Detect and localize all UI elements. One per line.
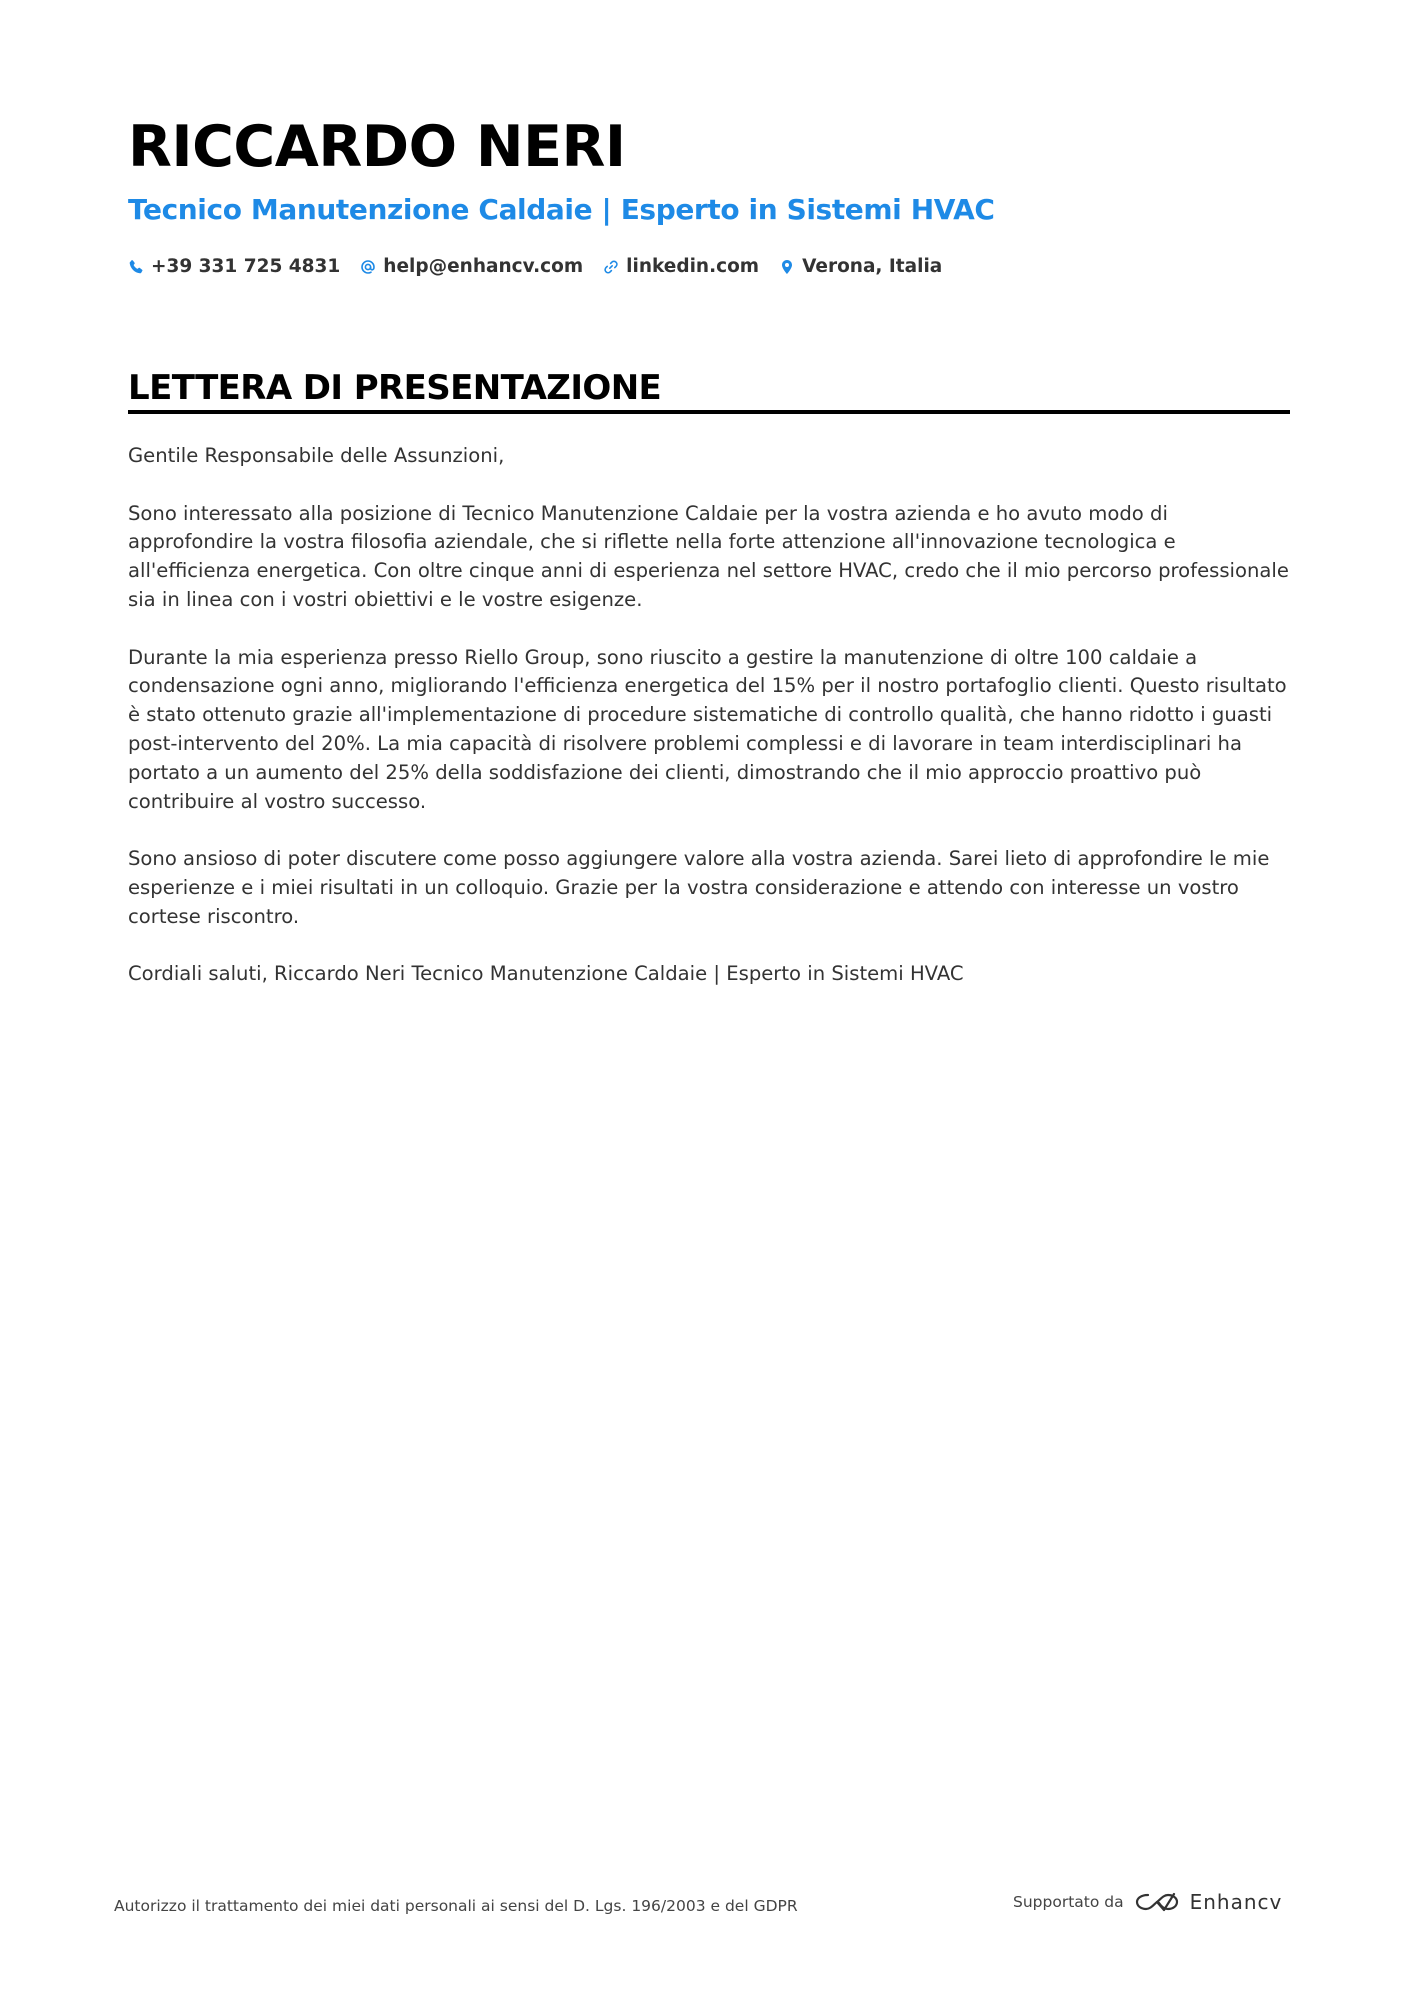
phone-icon — [128, 259, 144, 275]
powered-by[interactable] — [1013, 1890, 1282, 1914]
letter-paragraph-intro: Sono interessato alla posizione di Tecnico Manutenzione Caldaie per la vostra azienda e ho avuto modo di approfondire la vostra filosofia aziendale, che si riflette nella forte attenzione all'innovazione tecnologica e all'efficienza energetica. Con oltre cinque anni di esperienza nel settore HVAC, credo che il mio percorso professionale sia in linea con i vostri obiettivi e le vostre esigenze. — [128, 501, 1289, 611]
contact-phone-text: +39 331 725 4831 — [151, 256, 341, 277]
contact-linkedin-text: linkedin.com — [626, 256, 760, 277]
enhancv-logo-icon — [1134, 1890, 1180, 1914]
letter-signature: Cordiali saluti, Riccardo Neri Tecnico Manutenzione Caldaie | Esperto in Sistemi HVAC — [128, 962, 964, 986]
contact-email[interactable] — [360, 254, 583, 280]
candidate-name: RICCARDO NERI — [128, 114, 626, 180]
enhancv-brand: Enhancv — [1189, 1890, 1283, 1914]
privacy-disclaimer: Autorizzo il trattamento dei miei dati personali ai sensi del D. Lgs. 196/2003 e del GDPR — [114, 1897, 798, 1915]
contact-location — [779, 254, 942, 280]
contact-phone[interactable] — [128, 254, 340, 280]
contact-location-text: Verona, Italia — [802, 256, 943, 277]
section-title: LETTERA DI PRESENTAZIONE — [128, 368, 662, 408]
link-icon — [603, 259, 619, 275]
letter-body — [128, 442, 1290, 1018]
candidate-title: Tecnico Manutenzione Caldaie | Esperto in Sistemi HVAC — [128, 193, 995, 226]
section-divider — [128, 410, 1290, 414]
location-pin-icon — [779, 259, 795, 275]
supported-by-label: Supportato da — [1013, 1893, 1124, 1911]
contact-email-text: help@enhancv.com — [383, 256, 584, 277]
contact-bar — [128, 254, 962, 280]
letter-paragraph-experience: Durante la mia esperienza presso Riello Group, sono riuscito a gestire la manutenzione di oltre 100 caldaie a condensazione ogni anno, migliorando l'efficienza energetica del 15% per il nostro portafoglio clienti. Questo risultato è stato ottenuto grazie all'implementazione di procedure sistematiche di controllo qualità, che hanno ridotto i guasti post-intervento del 20%. La mia capacità di risolvere problemi complessi e di lavorare in team interdisciplinari ha portato a un aumento del 25% della soddisfazione dei clienti, dimostrando che il mio approccio proattivo può contribuire al vostro successo. — [128, 645, 1287, 813]
contact-linkedin[interactable] — [603, 254, 759, 280]
at-icon — [360, 259, 376, 275]
letter-salutation: Gentile Responsabile delle Assunzioni, — [128, 444, 505, 467]
letter-paragraph-closing: Sono ansioso di poter discutere come posso aggiungere valore alla vostra azienda. Sarei lieto di approfondire le mie esperienze e i miei risultati in un colloquio. Grazie per la vostra considerazione e attendo con interesse un vostro cortese riscontro. — [128, 847, 1270, 928]
